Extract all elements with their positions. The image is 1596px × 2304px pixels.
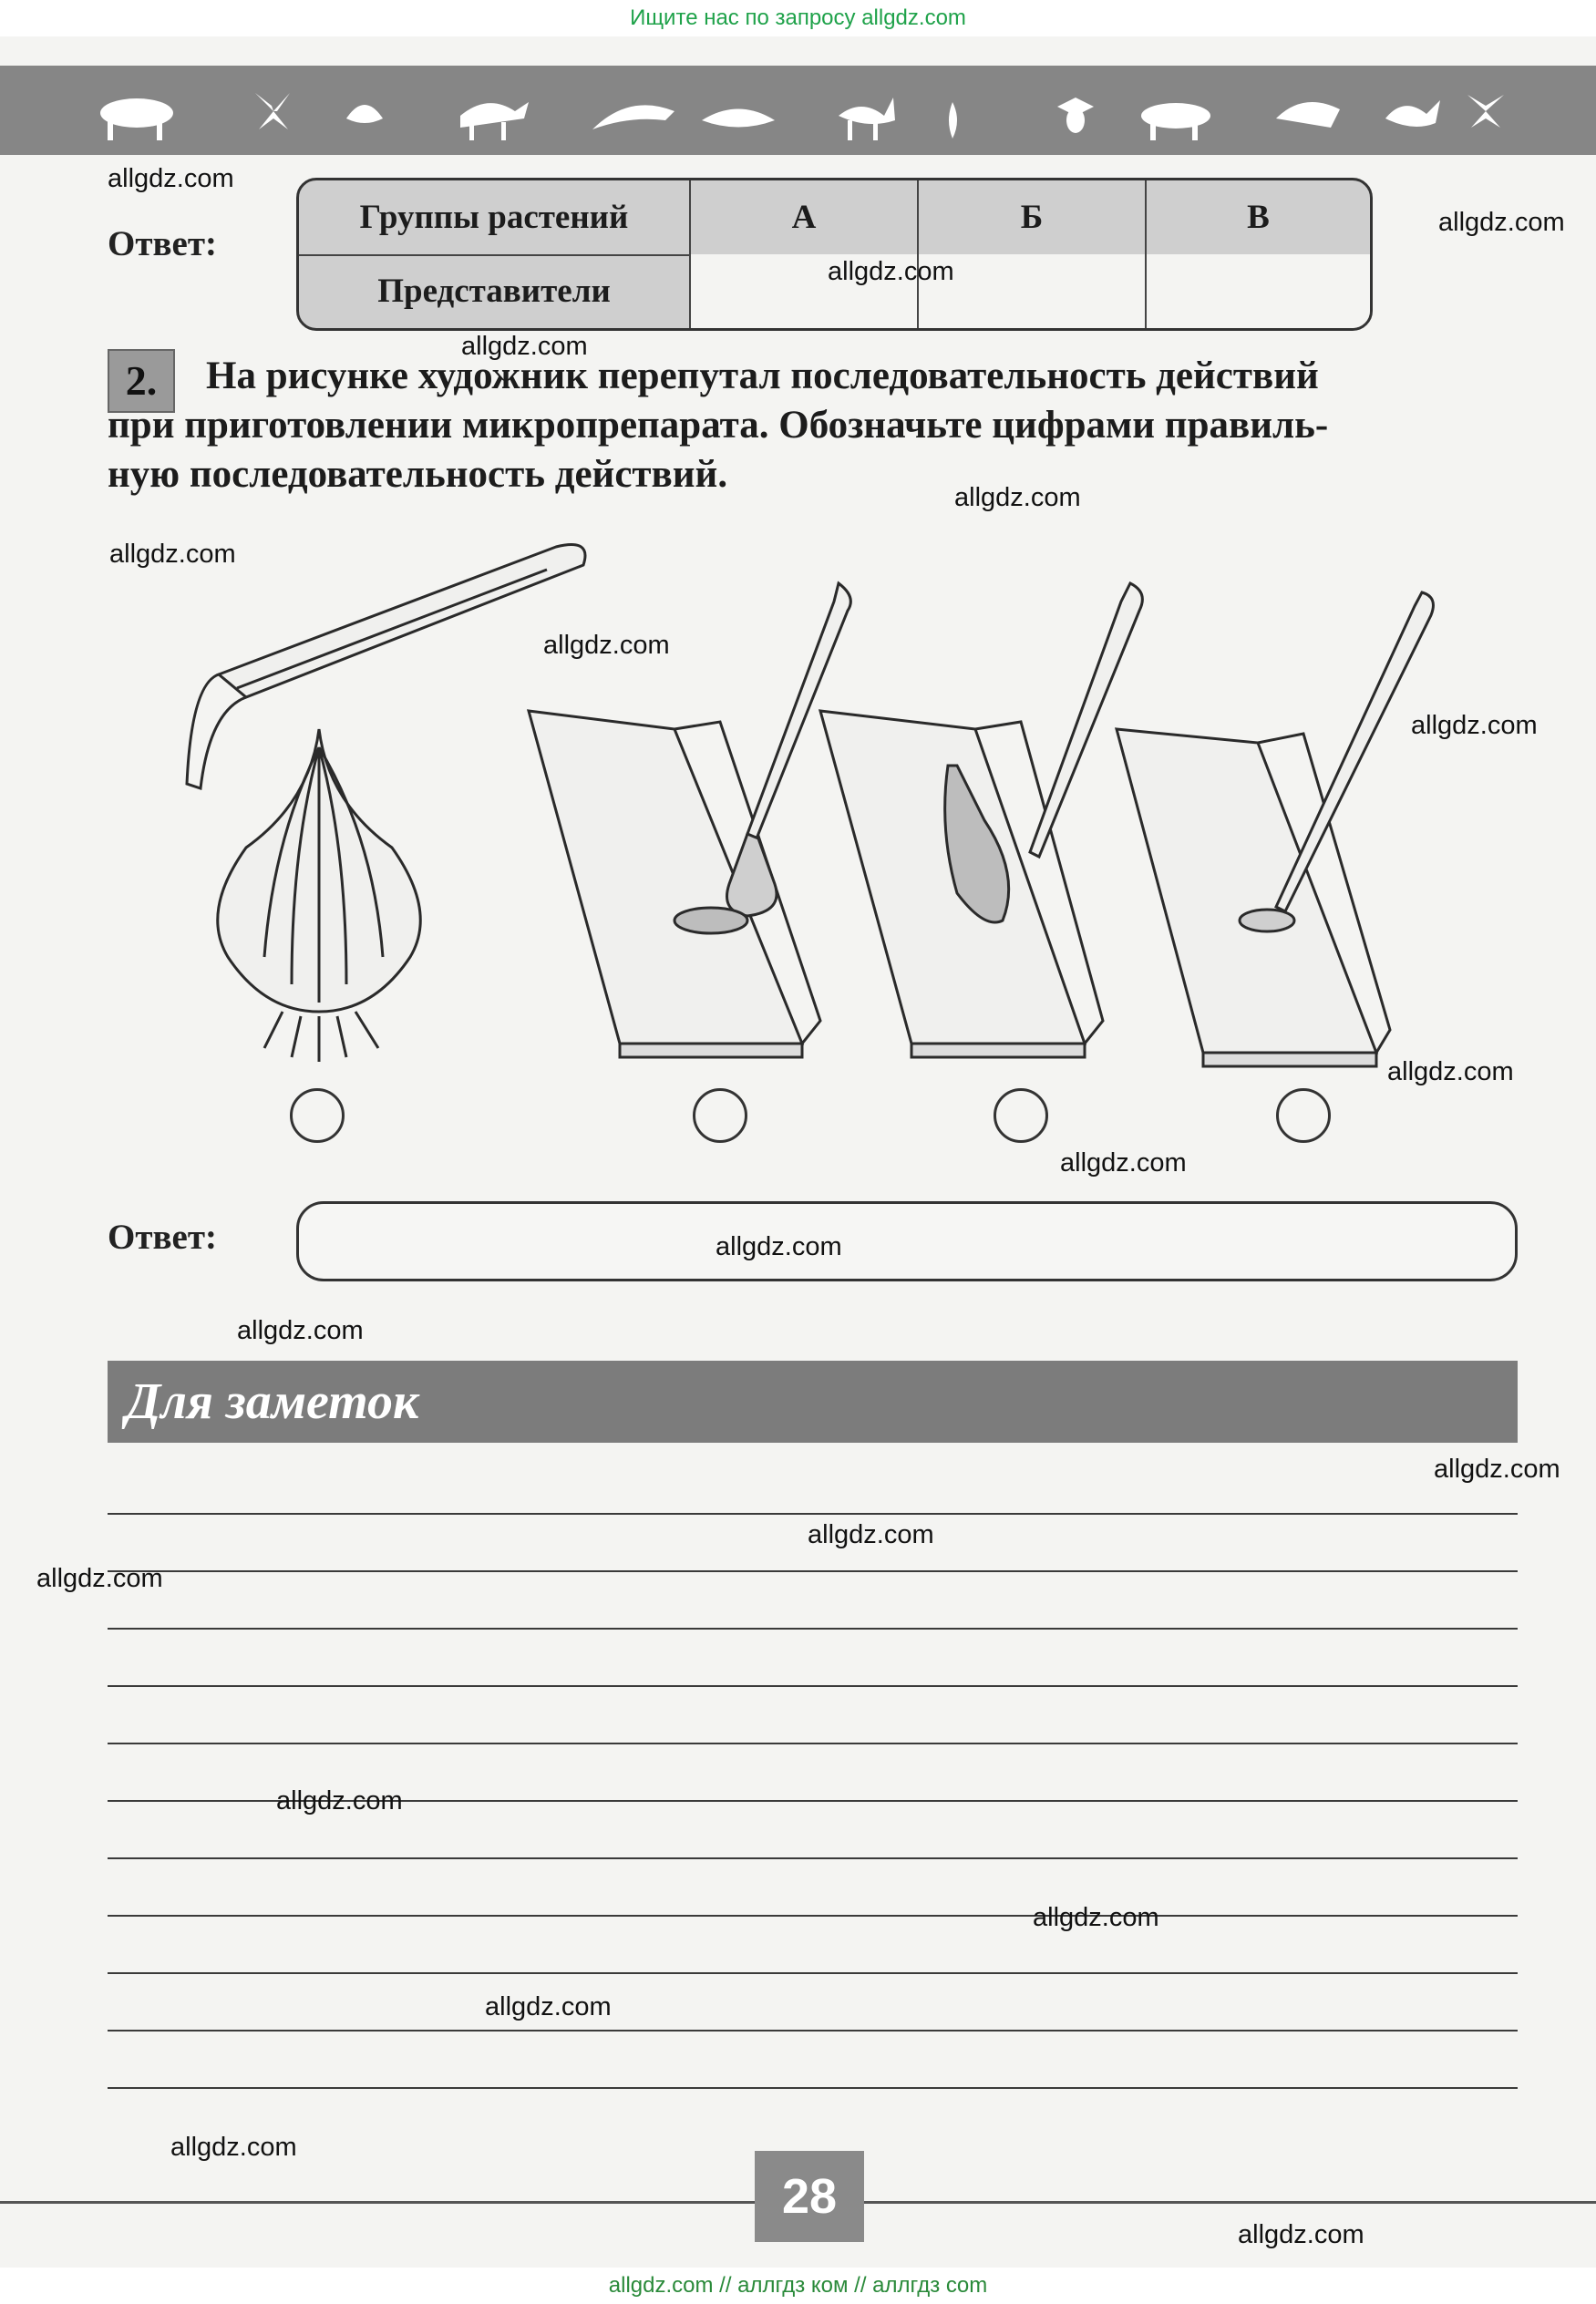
notes-header bbox=[108, 1361, 1518, 1443]
watermark-text: allgdz.com bbox=[485, 1992, 612, 2021]
watermark-text: allgdz.com bbox=[276, 1786, 403, 1815]
step-circle-4[interactable] bbox=[1276, 1088, 1331, 1143]
site-footer bbox=[0, 2268, 1596, 2304]
task2-text bbox=[108, 352, 1520, 499]
table-header-v: В bbox=[1247, 199, 1270, 236]
watermark-text: allgdz.com bbox=[1434, 1455, 1560, 1484]
watermark-text: allgdz.com bbox=[1411, 711, 1538, 740]
note-line[interactable] bbox=[108, 1628, 1518, 1630]
watermark-text: allgdz.com bbox=[109, 540, 236, 569]
watermark-text: allgdz.com bbox=[1438, 208, 1565, 237]
watermark-text: allgdz.com bbox=[108, 164, 234, 193]
note-line[interactable] bbox=[108, 2087, 1518, 2089]
step-circle-3[interactable] bbox=[994, 1088, 1048, 1143]
watermark-text: allgdz.com bbox=[461, 332, 588, 361]
tweezers-icon bbox=[187, 545, 585, 789]
note-line[interactable] bbox=[108, 1570, 1518, 1572]
task2-answer-label: Ответ: bbox=[108, 1218, 218, 1257]
watermark-text: allgdz.com bbox=[1060, 1148, 1187, 1178]
table-cell-v-answer[interactable] bbox=[1147, 254, 1370, 328]
step-circle-1[interactable] bbox=[290, 1088, 345, 1143]
micropreparation-illustration bbox=[164, 529, 1531, 1075]
task2-line-2: при приготовлении микропрепарата. Обозначьте цифрами правиль- bbox=[108, 404, 1329, 447]
note-line[interactable] bbox=[108, 1685, 1518, 1687]
watermark-text: allgdz.com bbox=[954, 483, 1081, 512]
site-footer-text[interactable]: allgdz.com // аллгдз ком // аллгдз com bbox=[608, 2273, 988, 2298]
note-line[interactable] bbox=[108, 1857, 1518, 1859]
site-header-text: Ищите нас по запросу allgdz.com bbox=[630, 5, 966, 30]
watermark-text: allgdz.com bbox=[543, 631, 670, 660]
task1-answer-label: Ответ: bbox=[108, 224, 218, 263]
watermark-text: allgdz.com bbox=[808, 1520, 934, 1549]
watermark-text: allgdz.com bbox=[1238, 2220, 1364, 2249]
watermark-text: allgdz.com bbox=[716, 1232, 842, 1261]
watermark-text: allgdz.com bbox=[828, 257, 954, 286]
note-line[interactable] bbox=[108, 1915, 1518, 1917]
table-header-a: А bbox=[691, 180, 919, 254]
note-line[interactable] bbox=[108, 2030, 1518, 2031]
watermark-text: allgdz.com bbox=[1033, 1903, 1159, 1932]
site-header bbox=[0, 0, 1596, 36]
watermark-text: allgdz.com bbox=[237, 1316, 364, 1345]
note-line[interactable] bbox=[108, 1743, 1518, 1744]
task2-line-3: ную последовательность действий. bbox=[108, 453, 728, 496]
note-line[interactable] bbox=[108, 1513, 1518, 1515]
watermark-text: allgdz.com bbox=[36, 1564, 163, 1593]
page-number: 28 bbox=[755, 2151, 864, 2242]
table-header-groups: Группы растений bbox=[299, 180, 691, 254]
table-row-label-representatives: Представители bbox=[299, 254, 691, 328]
note-line[interactable] bbox=[108, 1972, 1518, 1974]
watermark-text: allgdz.com bbox=[170, 2133, 297, 2162]
slide-with-coverslip-icon bbox=[1117, 592, 1433, 1066]
table-header-b: Б bbox=[919, 180, 1147, 254]
step-circle-2[interactable] bbox=[693, 1088, 747, 1143]
table-header-row bbox=[299, 180, 1370, 256]
task1-answer-table bbox=[296, 178, 1373, 331]
animal-silhouettes-icon bbox=[0, 66, 1596, 155]
task2-line-1: На рисунке художник перепутал последовательность действий bbox=[206, 355, 1319, 397]
onion-bulb-icon bbox=[218, 729, 421, 1062]
task2-answer-field[interactable] bbox=[296, 1201, 1518, 1281]
watermark-text: allgdz.com bbox=[1387, 1057, 1514, 1086]
notes-title: Для заметок bbox=[126, 1373, 419, 1430]
decorative-banner bbox=[0, 66, 1596, 155]
slide-with-needle-icon bbox=[820, 583, 1142, 1057]
task2-number: 2. bbox=[108, 349, 175, 413]
